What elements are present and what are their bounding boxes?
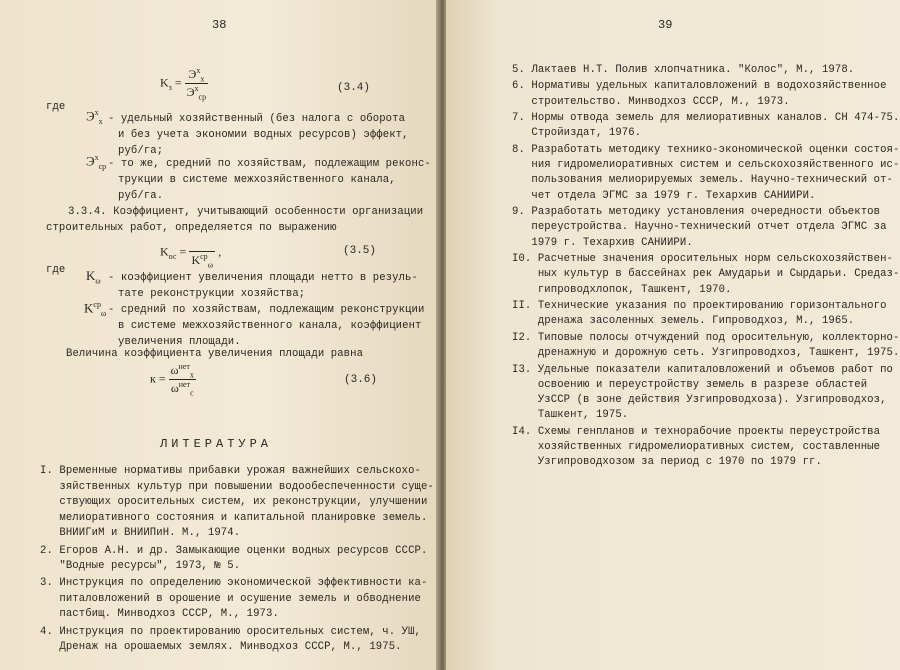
reference-line: ВНИИГиМ и ВНИИПиН. М., 1974. — [40, 527, 241, 540]
equation-label-3-5: (3.5) — [343, 245, 377, 257]
page-number-right: 39 — [658, 18, 673, 32]
def-line: увеличения площади. — [118, 336, 241, 348]
formula-3-6: к = $\frac{\omega^{нет}_х}{\omega^{нет}_с}$ — [150, 362, 194, 398]
paragraph-line: 3.3.4. Коэффициент, учитывающий особенности организации — [68, 206, 424, 218]
reference-line: II. Технические указания по проектированию горизонтального — [512, 300, 887, 313]
def-line: трукции в системе межхозяйственного канала, — [118, 174, 396, 186]
def-symbol: $Э^х_{ср}$ — [86, 153, 107, 171]
reference-line: ствующих оросительных систем, их реконструкции, улучшении — [40, 496, 428, 509]
reference-line: строительство. Минводхоз СССР, М., 1973. — [512, 95, 790, 108]
def-line: - коэффициент увеличения площади нетто в резуль- — [108, 272, 418, 284]
def-line: - то же, средний по хозяйствам, подлежащим реконс- — [108, 158, 431, 170]
reference-line: дренажа засоленных земель. Гипроводхоз, М., 1965. — [512, 315, 855, 328]
where-label: где — [46, 264, 66, 276]
reference-line: освоению и переустройству земель в разрезе областей — [512, 378, 868, 391]
literature-heading: ЛИТЕРАТУРА — [160, 437, 273, 451]
def-symbol: $K_\omega$ — [86, 268, 101, 286]
def-line: тате реконструкции хозяйства; — [118, 288, 306, 300]
reference-line: I2. Типовые полосы отчуждений под оросительную, коллекторно- — [512, 331, 900, 344]
reference-line: 2. Егоров А.Н. и др. Замыкающие оценки водных ресурсов СССР. — [40, 544, 428, 557]
reference-line: УзССР (в зоне действия Узгипроводхоза). Узгипроводхоз, — [512, 394, 887, 407]
reference-line: чет отдела ЭГМС за 1979 г. Техархив САНИИРИ. — [512, 189, 816, 202]
reference-line: ных культур в бассейнах рек Амударьи и Сырдарьи. Средаз- — [512, 268, 900, 281]
reference-line: ния гидромелиоративных систем и сельскохозяйственного ис- — [512, 159, 900, 172]
right-page — [446, 0, 900, 670]
reference-line: Стройиздат, 1976. — [512, 127, 642, 140]
reference-line: 6. Нормативы удельных капиталовложений в водохозяйственное — [512, 80, 887, 93]
reference-line: пользования мелиорируемых земель. Научно-технический от- — [512, 174, 893, 187]
reference-line: дренажную и дорожную сеть. Узгипроводхоз, Ташкент, 1975. — [512, 347, 900, 360]
reference-line: I4. Схемы генпланов и технорабочие проекты переустройства — [512, 425, 881, 438]
formula-3-5: $K_{ос}$ = $K^{ср}_\omega$ , — [160, 236, 221, 269]
reference-line: 5. Лактаев Н.Т. Полив хлопчатника. "Колос", М., 1978. — [512, 64, 855, 76]
formula-3-4: $K_з$ = $\frac{Э^х_х}{Э^х_{ср}}$ — [160, 66, 207, 102]
reference-line: мелиоративного состояния и капитальной планировке земель. — [40, 511, 428, 524]
reference-line: 3. Инструкция по определению экономической эффективности ка- — [40, 577, 428, 590]
def-line: руб/га. — [118, 190, 164, 202]
reference-line: 9. Разработать методику установления очередности объектов — [512, 206, 881, 219]
reference-line: I0. Расчетные значения оросительных норм сельскохозяйствен- — [512, 253, 893, 266]
reference-line: хозяйственных гидромелиоративных систем, составленные — [512, 441, 881, 454]
def-line: - удельный хозяйственный (без налога с оборота — [108, 113, 406, 125]
def-symbol: $Э^х_х$ — [86, 108, 103, 126]
def-line: и без учета экономии водных ресурсов) эффект, — [118, 129, 409, 141]
reference-line: пастбищ. Минводхоз СССР, М., 1973. — [40, 608, 279, 621]
def-symbol: $K^{ср}_\omega$ — [84, 300, 107, 318]
reference-line: 1979 г. Техархив САНИИРИ. — [512, 236, 693, 249]
def-line: - средний по хозяйствам, подлежащим реконструкции — [108, 304, 425, 316]
def-line: руб/га; — [118, 145, 164, 157]
reference-line: 8. Разработать методику технико-экономической оценки состоя- — [512, 143, 900, 156]
reference-line: гипроводхлопок, Ташкент, 1970. — [512, 283, 732, 296]
reference-line: переустройства. Научно-технический отчет отдела ЭГМС за — [512, 221, 887, 234]
paragraph-line: строительных работ, определяется по выражению — [46, 222, 337, 234]
reference-line: I. Временные нормативы прибавки урожая важнейших сельскохо- — [40, 465, 421, 477]
def-line: в системе межхозяйственного канала, коэффициент — [118, 320, 422, 332]
reference-line: Узгипроводхозом за период с 1970 по 1979 гг. — [512, 456, 822, 469]
reference-line: I3. Удельные показатели капиталовложений и объемов работ по — [512, 363, 893, 376]
equation-label-3-6: (3.6) — [344, 374, 378, 386]
left-page — [0, 0, 440, 670]
page-number-left: 38 — [212, 18, 227, 32]
paragraph-line: Величина коэффициента увеличения площади равна — [66, 348, 364, 360]
reference-line: Дренаж на орошаемых землях. Минводхоз СССР, М., 1975. — [40, 641, 402, 654]
reference-line: 4. Инструкция по проектированию оросительных систем, ч. УШ, — [40, 625, 421, 638]
reference-line: зяйственных культур при повышении водообеспеченности суще- — [40, 480, 434, 493]
reference-line: 7. Нормы отвода земель для мелиоративных каналов. СН 474-75. — [512, 112, 900, 125]
reference-line: питаловложений в орошение и осушение земель и обводнение — [40, 592, 421, 605]
reference-line: Ташкент, 1975. — [512, 409, 629, 422]
where-label: где — [46, 101, 66, 113]
equation-label-3-4: (3.4) — [337, 82, 371, 94]
reference-line: "Водные ресурсы", 1973, № 5. — [40, 560, 241, 573]
